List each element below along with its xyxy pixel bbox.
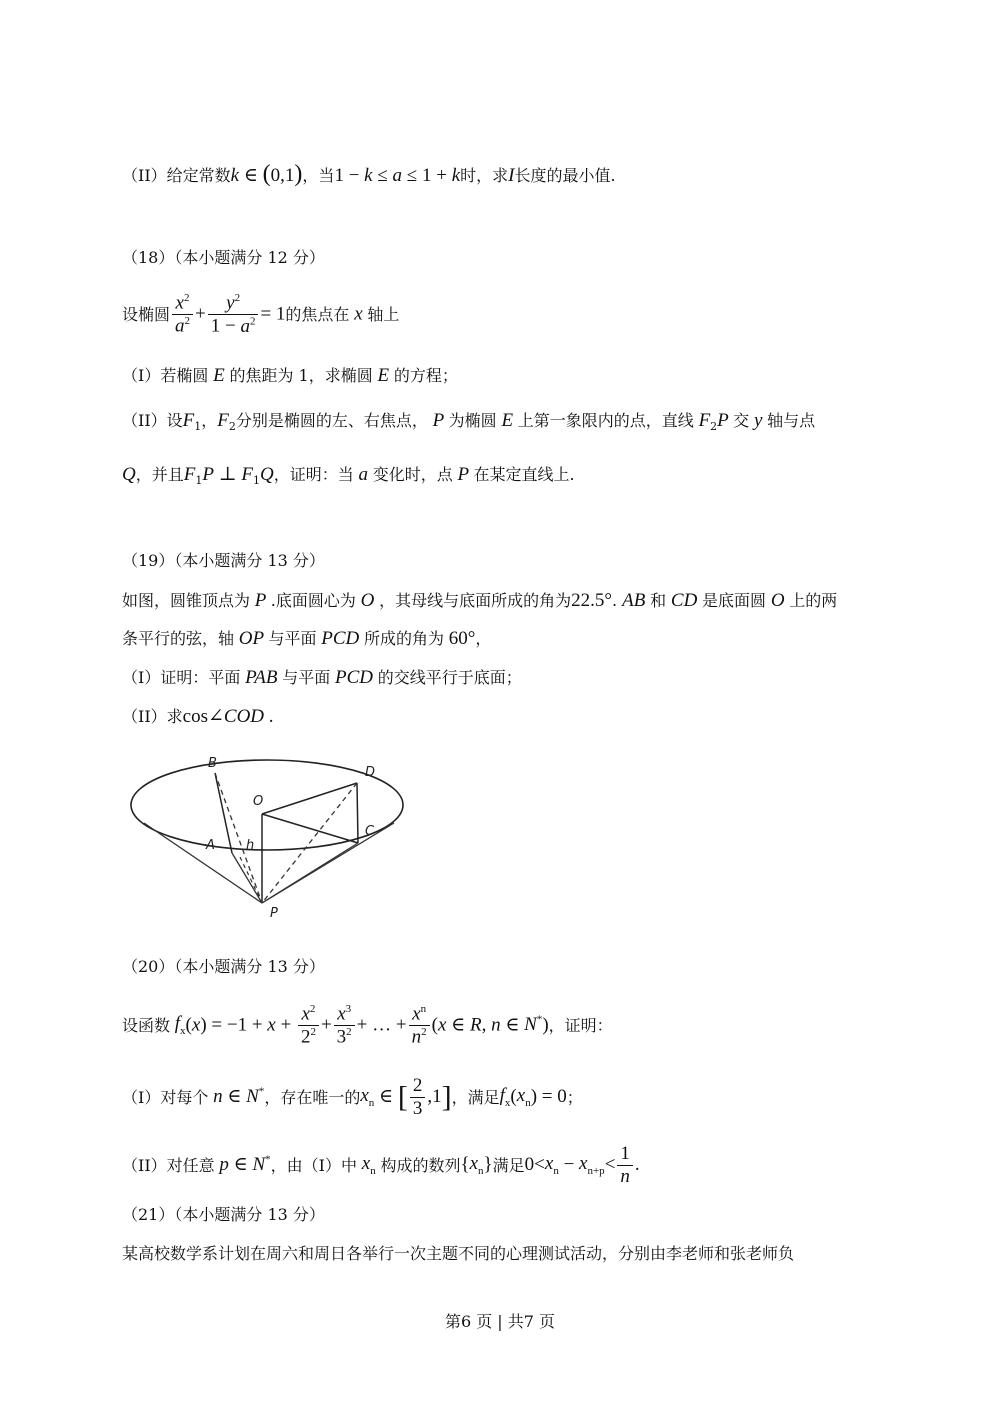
q20-header: （20）（本小题满分 13 分） — [122, 957, 325, 976]
q20-part2: （II）对任意 p ∈ N*，由（I）中 $x_n$ 构成的数列$\{x_n\}$满足$0<x_n - x_{n+p}<$ $\frac{1}{n}$ . — [122, 1143, 640, 1187]
chord-cd — [357, 783, 358, 843]
segment-od — [262, 783, 357, 814]
base-ellipse — [131, 760, 403, 850]
q21-header: （21）（本小题满分 13 分） — [122, 1205, 325, 1224]
label-o: O — [253, 794, 264, 809]
q18-part2-line2: Q，并且$F_1P$ ⊥ $F_1Q$，证明：当 a 变化时，点 P 在某定直线上. — [122, 464, 575, 488]
generatrix-left — [144, 823, 262, 903]
label-h: h — [246, 838, 255, 853]
label-p: P — [270, 906, 278, 921]
q18-part2-line1: （II）设$F_1$，$F_2$分别是椭圆的左、右焦点， P 为椭圆 E 上第一象限内的点，直线 $F_2P$ 交 y 轴与点 — [122, 410, 816, 434]
q19-line2: 条平行的弦，轴 OP 与平面 PCD 所成的角为 60°， — [122, 628, 492, 649]
q19-part1: （I）证明：平面 PAB 与平面 PCD 的交线平行于底面； — [122, 667, 522, 688]
q17-part2: （II）给定常数k ∈ (0,1)，当1 − k ≤ a ≤ 1 + k时，求I长度的最小值. — [122, 161, 616, 187]
q18-header: （18）（本小题满分 12 分） — [122, 248, 325, 267]
dashed-pb — [215, 773, 262, 903]
page-footer: 第6 页 | 共7 页 — [444, 1312, 556, 1331]
segment-pc — [262, 843, 358, 903]
q21-line1: 某高校数学系计划在周六和周日各举行一次主题不同的心理测试活动，分别由李老师和张老师负 — [122, 1244, 795, 1263]
q18-part1: （I）若椭圆 E 的焦距为 1，求椭圆 E 的方程； — [122, 365, 458, 386]
q19-part2: （II）求cos∠COD . — [122, 706, 274, 727]
label-d: D — [365, 765, 376, 780]
segment-oc — [262, 814, 358, 843]
q20-intro: 设函数 $f_x(x) = -1 + x$ + $\frac{x^2}{2^2}$ + $\frac{x^3}{3^2}$ + … + $\frac{x^n}{n^2}$ (x ∈ R, n ∈ N*)，证明： — [122, 1003, 613, 1048]
chord-ab — [215, 773, 232, 853]
q19-line1: 如图，圆锥顶点为 P .底面圆心为 O ，其母线与底面所成的角为22.5°. AB 和 CD 是底面圆 O 上的两 — [122, 590, 838, 611]
cone-figure — [122, 745, 412, 925]
label-a: A — [206, 838, 215, 853]
label-c: C — [365, 824, 375, 839]
q19-header: （19）（本小题满分 13 分） — [122, 551, 325, 570]
q18-intro: 设椭圆 $\frac{x^2}{a^2}$ + $\frac{y^2}{1 - a^2}$ = 1的焦点在 x 轴上 — [122, 292, 400, 337]
q20-part1: （I）对每个 n ∈ N*，存在唯一的$x_n$ ∈ [ $\frac{2}{3}$ ,1]，满足$f_x(x_n) = 0$； — [122, 1075, 583, 1119]
label-b: B — [208, 756, 217, 771]
